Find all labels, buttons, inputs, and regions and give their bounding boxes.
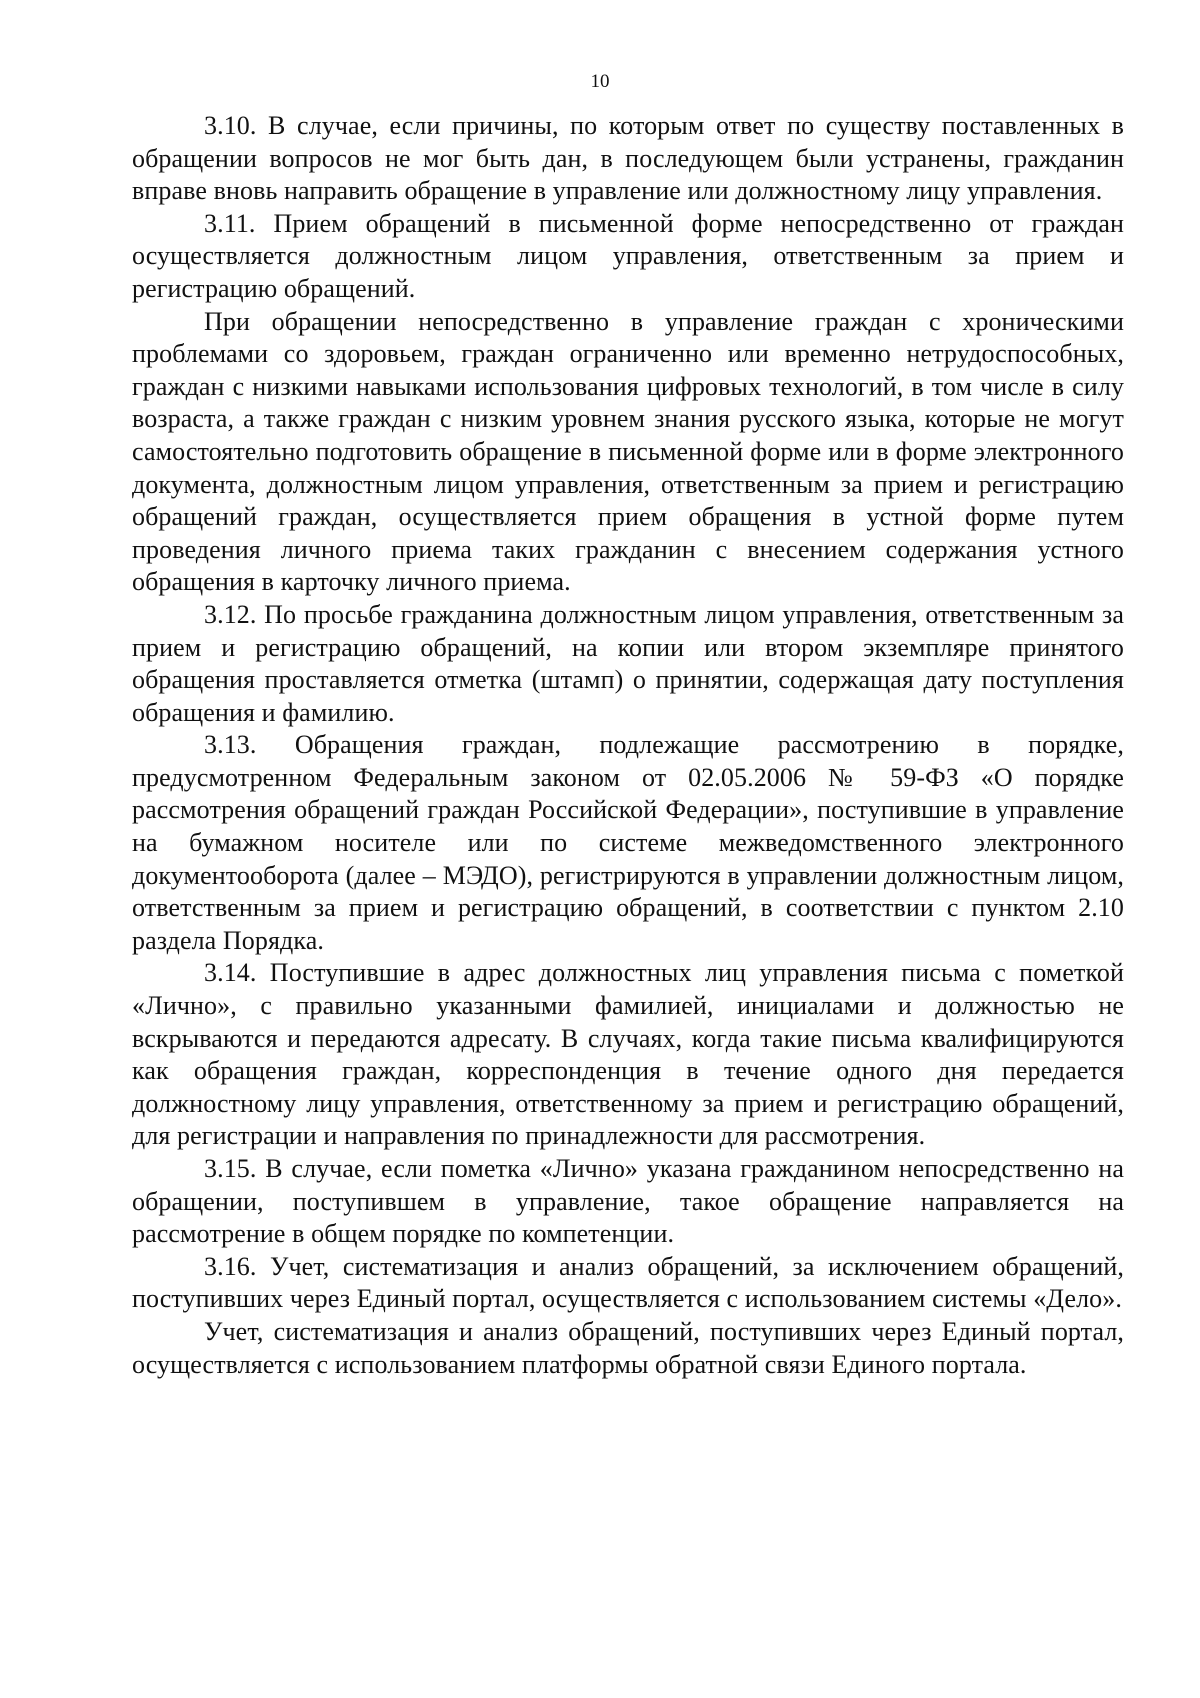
paragraph-3-12: 3.12. По просьбе гражданина должностным лицом управления, ответственным за прием и регистрацию обращений, на копии или втором экземпляре принятого обращения проставляется отметка (штамп) о принятии, содержащая дату поступления обращения и фамилию.: [132, 599, 1124, 727]
paragraph-3-14: 3.14. Поступившие в адрес должностных лиц управления письма с пометкой «Лично», с правильно указанными фамилией, инициалами и должностью не вскрываются и передаются адресату. В случаях, когда такие письма квалифицируются как обращения граждан, корреспонденция в течение одного дня передается должностному лицу управления, ответственному за прием и регистрацию обращений, для регистрации и направления по принадлежности для рассмотрения.: [132, 958, 1124, 1151]
document-body: [132, 110, 1124, 1381]
paragraph-3-11: 3.11. Прием обращений в письменной форме непосредственно от граждан осуществляется должностным лицом управления, ответственным за прием и регистрацию обращений.: [132, 208, 1124, 303]
paragraph-oral-appeal: При обращении непосредственно в управление граждан с хроническими проблемами со здоровьем, граждан ограниченно или временно нетрудоспособных, граждан с низкими навыками использования цифровых технологий, в том числе в силу возраста, а также граждан с низким уровнем знания русского языка, которые не могут самостоятельно подготовить обращение в письменной форме или в форме электронного документа, должностным лицом управления, ответственным за прием и регистрацию обращений граждан, осуществляется прием обращения в устной форме путем проведения личного приема таких гражданин с внесением содержания устного обращения в карточку личного приема.: [132, 306, 1124, 597]
paragraph-3-16: 3.16. Учет, систематизация и анализ обращений, за исключением обращений, поступивших через Единый портал, осуществляется с использованием системы «Дело».: [132, 1251, 1124, 1314]
page-number: 10: [590, 71, 610, 92]
paragraph-portal-accounting: Учет, систематизация и анализ обращений, поступивших через Единый портал, осуществляется с использованием платформы обратной связи Единого портала.: [132, 1316, 1124, 1379]
paragraph-3-13: 3.13. Обращения граждан, подлежащие рассмотрению в порядке, предусмотренном Федеральным законом от 02.05.2006 № 59-ФЗ «О порядке рассмотрения обращений граждан Российской Федерации», поступившие в управление на бумажном носителе или по системе межведомственного электронного документооборота (далее – МЭДО), регистрируются в управлении должностным лицом, ответственным за прием и регистрацию обращений, в соответствии с пунктом 2.10 раздела Порядка.: [132, 730, 1124, 955]
paragraph-3-10: 3.10. В случае, если причины, по которым ответ по существу поставленных в обращении вопросов не мог быть дан, в последующем были устранены, гражданин вправе вновь направить обращение в управление или должностному лицу управления.: [132, 111, 1124, 206]
paragraph-3-15: 3.15. В случае, если пометка «Лично» указана гражданином непосредственно на обращении, поступившем в управление, такое обращение направляется на рассмотрение в общем порядке по компетенции.: [132, 1154, 1124, 1249]
